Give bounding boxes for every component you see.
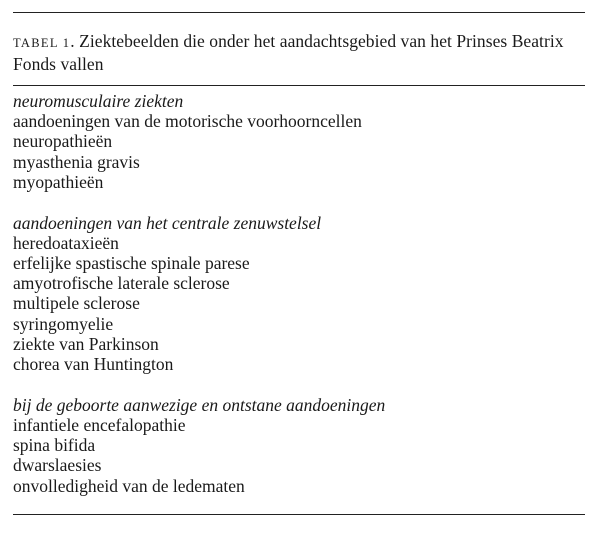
group-heading: bij de geboorte aanwezige en ontstane aandoeningen (13, 394, 386, 415)
group-heading: neuromusculaire ziekten (13, 91, 184, 111)
table-page (13, 0, 587, 534)
list-item: erfelijke spastische spinale parese (13, 253, 250, 274)
group-heading: aandoeningen van het centrale zenuwstelsel (13, 212, 322, 233)
group-neuromuscular (13, 91, 585, 192)
list-item: heredoataxieën (13, 232, 119, 253)
list-item: aandoeningen van de motorische voorhoorncellen (13, 111, 362, 132)
list-item: chorea van Huntington (13, 354, 174, 375)
bottom-rule (13, 514, 585, 515)
list-item: ziekte van Parkinson (13, 333, 159, 354)
list-item: infantiele encefalopathie (13, 415, 186, 436)
table-label: TABEL 1 (13, 36, 71, 50)
table-body (13, 91, 585, 496)
list-item: amyotrofische laterale sclerose (13, 273, 230, 294)
top-rule (13, 12, 585, 13)
list-item: onvolledigheid van de ledematen (13, 475, 245, 496)
table-title: . Ziektebeelden die onder het aandachtsgebied van het Prinses Beatrix Fonds vallen (13, 31, 564, 74)
list-item: dwarslaesies (13, 455, 102, 476)
header-rule (13, 85, 585, 86)
group-congenital-acquired (13, 395, 585, 496)
group-central-nervous-system (13, 213, 585, 375)
list-item: myopathieën (13, 171, 104, 192)
list-item: myasthenia gravis (13, 151, 140, 172)
list-item: syringomyelie (13, 313, 114, 334)
list-item: spina bifida (13, 435, 96, 456)
list-item: neuropathieën (13, 131, 113, 152)
table-caption (13, 31, 585, 75)
list-item: multipele sclerose (13, 293, 140, 314)
